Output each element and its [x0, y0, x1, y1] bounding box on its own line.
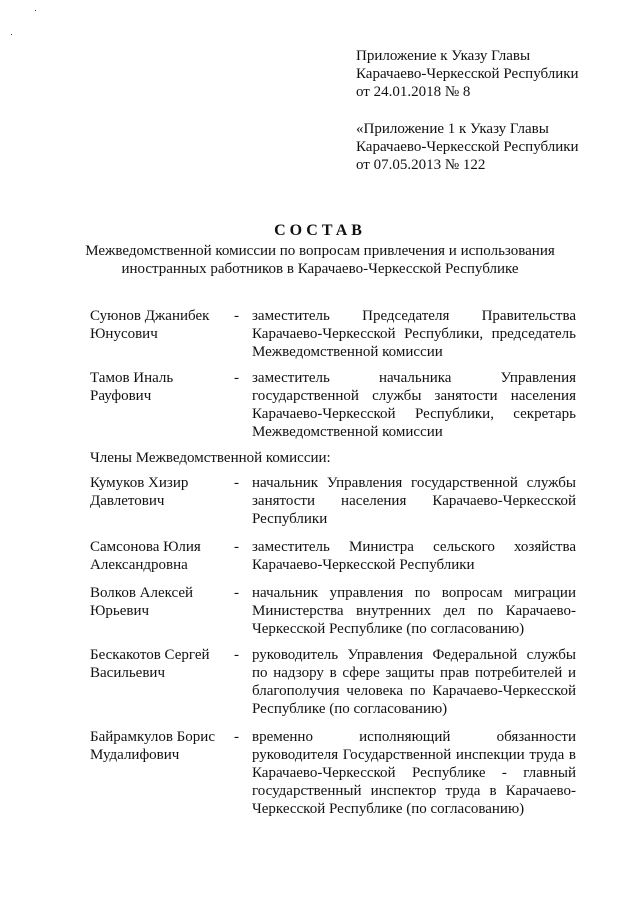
dash-separator: - [234, 370, 239, 386]
scan-speck [35, 10, 36, 11]
member-role: начальник Управления государственной службы занятости населения Карачаево-Черкесской Республики [252, 475, 576, 527]
document-subtitle: Межведомственной комиссии по вопросам привлечения и использования иностранных работников в Карачаево-Черкесской Республике [85, 243, 555, 277]
member-role: руководитель Управления Федеральной службы по надзору в сфере защиты прав потребителей и благополучия человека по Карачаево-Черкесской Республике (по согласованию) [252, 647, 576, 717]
scan-speck [11, 34, 12, 35]
appendix-original: «Приложение 1 к Указу Главы Карачаево-Черкесской Республики от 07.05.2013 № 122 [356, 121, 579, 173]
members-heading: Члены Межведомственной комиссии: [90, 450, 331, 466]
member-name: Байрамкулов Борис Мудалифович [90, 729, 215, 763]
member-name: Самсонова Юлия Александровна [90, 539, 201, 573]
dash-separator: - [234, 585, 239, 601]
dash-separator: - [234, 475, 239, 491]
member-name: Волков Алексей Юрьевич [90, 585, 194, 619]
member-name: Бескакотов Сергей Васильевич [90, 647, 210, 681]
member-role: заместитель Председателя Правительства Карачаево-Черкесской Республики, председатель Межведомственной комиссии [252, 308, 576, 360]
member-role: заместитель Министра сельского хозяйства Карачаево-Черкесской Республики [252, 539, 576, 573]
dash-separator: - [234, 539, 239, 555]
member-name: Тамов Иналь Рауфович [90, 370, 174, 404]
member-name: Кумуков Хизир Давлетович [90, 475, 189, 509]
title-block [0, 222, 640, 278]
member-role: заместитель начальника Управления государственной службы занятости населения Карачаево-Черкесской Республики, секретарь Межведомственной комиссии [252, 370, 576, 440]
dash-separator: - [234, 647, 239, 663]
member-role: начальник управления по вопросам миграции Министерства внутренних дел по Карачаево-Черкесской Республике (по согласованию) [252, 585, 576, 637]
dash-separator: - [234, 308, 239, 324]
member-name: Суюнов Джанибек Юнусович [90, 308, 210, 342]
appendix-current: Приложение к Указу Главы Карачаево-Черкесской Республики от 24.01.2018 № 8 [356, 48, 579, 100]
document-title: СОСТАВ [274, 222, 366, 239]
member-role: временно исполняющий обязанности руководителя Государственной инспекции труда в Карачаево-Черкесской Республике - главный государственный инспектор труда в Карачаево-Черкесской Республике (по согласованию) [252, 729, 576, 817]
dash-separator: - [234, 729, 239, 745]
